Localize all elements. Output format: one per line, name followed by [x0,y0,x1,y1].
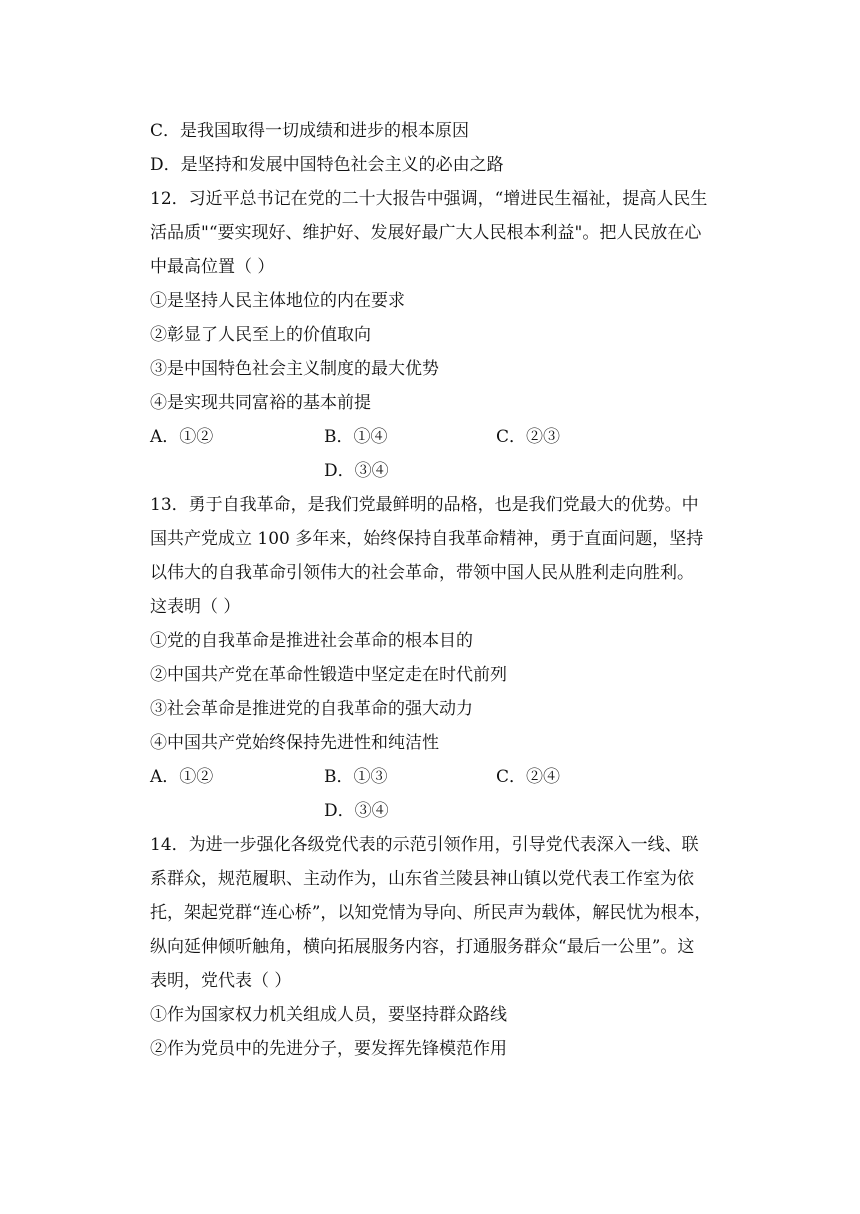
q12-option-b[interactable]: B．①④ [324,427,388,447]
q12-options-row [150,420,720,454]
q12-options-row-2 [150,454,720,488]
q14-stem-line: 纵向延伸倾听触角，横向拓展服务内容，打通服务群众“最后一公里”。这 [150,937,695,957]
q13-stem-line: 13．勇于自我革命，是我们党最鲜明的品格，也是我们党最大的优势。中 [150,495,699,515]
q12-statement-3: ③是中国特色社会主义制度的最大优势 [150,359,439,379]
q12-stem-line: 活品质"“要实现好、维护好、发展好最广大人民根本利益"。把人民放在心 [150,223,702,243]
q14-stem-line: 14．为进一步强化各级党代表的示范引领作用，引导党代表深入一线、联 [150,835,699,855]
q13-option-b[interactable]: B．①③ [324,767,388,787]
q12-statement-2: ②彰显了人民至上的价值取向 [150,325,371,345]
q14-stem-line: 托，架起党群“连心桥”，以知党情为导向、所民声为载体，解民忧为根本， [150,903,712,923]
question-14 [150,828,720,1066]
q12-statement-1: ①是坚持人民主体地位的内在要求 [150,291,405,311]
q13-stem-line: 以伟大的自我革命引领伟大的社会革命，带领中国人民从胜利走向胜利。 [150,563,694,583]
q11-option-c: C．是我国取得一切成绩和进步的根本原因 [150,121,470,141]
q14-stem-line: 系群众，规范履职、主动作为，山东省兰陵县神山镇以党代表工作室为依 [150,869,694,889]
q13-statement-2: ②中国共产党在革命性锻造中坚定走在时代前列 [150,665,507,685]
q12-stem-line: 中最高位置（ ） [150,257,275,277]
question-13 [150,488,720,828]
q14-statement-1: ①作为国家权力机关组成人员，要坚持群众路线 [150,1005,507,1025]
q12-option-d[interactable]: D．③④ [324,461,389,481]
q12-option-c[interactable]: C．②③ [496,427,561,447]
question-12 [150,182,720,488]
q13-option-a[interactable]: A．①② [150,767,214,787]
q13-statement-1: ①党的自我革命是推进社会革命的根本目的 [150,631,473,651]
q13-stem-line: 国共产党成立 100 多年来，始终保持自我革命精神，勇于直面问题，坚持 [150,529,704,549]
q14-statement-2: ②作为党员中的先进分子，要发挥先锋模范作用 [150,1039,507,1059]
q13-statement-3: ③社会革命是推进党的自我革命的强大动力 [150,699,473,719]
q13-option-d[interactable]: D．③④ [324,801,389,821]
q14-stem-line: 表明，党代表（ ） [150,971,292,991]
q11-option-d: D．是坚持和发展中国特色社会主义的必由之路 [150,155,504,175]
q13-options-row-2 [150,794,720,828]
exam-page [150,114,720,1066]
q13-statement-4: ④中国共产党始终保持先进性和纯洁性 [150,733,439,753]
q12-statement-4: ④是实现共同富裕的基本前提 [150,393,371,413]
q12-stem-line: 12．习近平总书记在党的二十大报告中强调，“增进民生福祉，提高人民生 [150,189,708,209]
q13-option-c[interactable]: C．②④ [496,767,561,787]
q12-option-a[interactable]: A．①② [150,427,214,447]
q13-options-row [150,760,720,794]
q13-stem-line: 这表明（ ） [150,597,241,617]
